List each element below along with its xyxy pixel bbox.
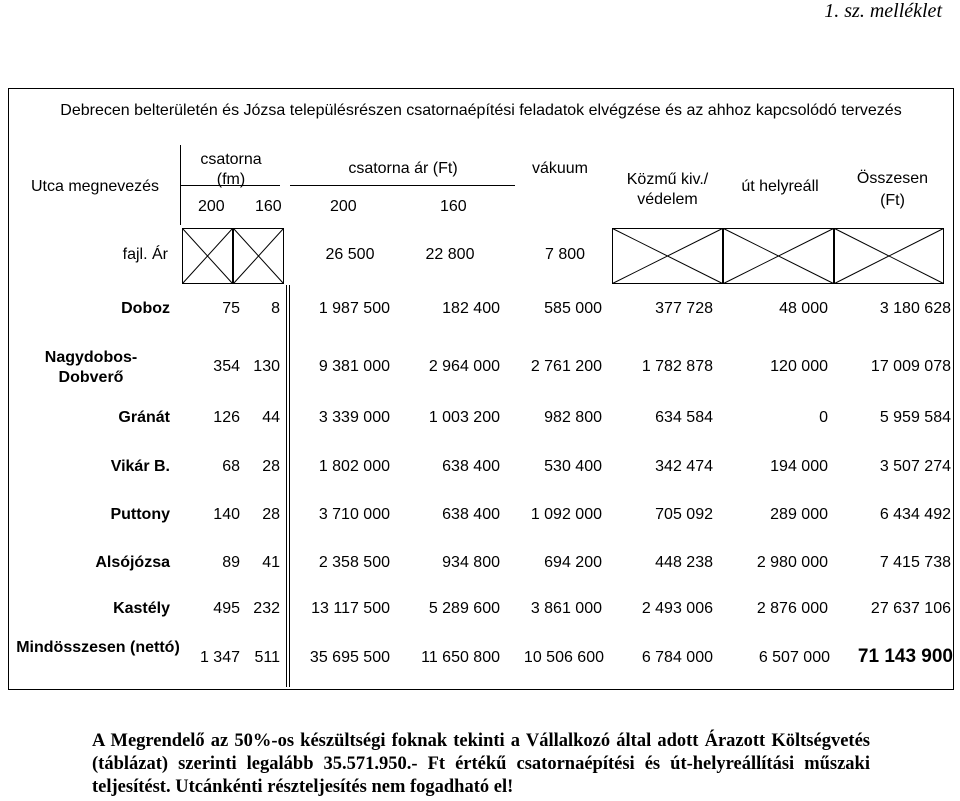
row-m200: 75	[222, 300, 240, 317]
row-total: 17 009 078	[870, 358, 951, 375]
row-m160: 130	[253, 358, 280, 375]
empty-cell-cross-icon	[612, 228, 944, 284]
row-m200: 354	[213, 358, 240, 375]
row-vacuum: 530 400	[544, 458, 602, 475]
completion-note: A Megrendelő az 50%-os készültségi foknak tekinti a Vállalkozó által adott Árazott Költségvetés (táblázat) szerinti legalább 35.571.950.- Ft értékű csatornaépítési és út-helyreállítási műszaki teljesítést. Utcánkénti részteljesítés nem fogadható el!	[92, 731, 870, 797]
row-name: Nagydobos- Dobverő	[44, 349, 138, 386]
header-sewer-price: csatorna ár (Ft)	[348, 160, 458, 177]
row-road: 2 876 000	[756, 600, 828, 617]
header-sub-160: 160	[440, 198, 467, 215]
row-m200: 140	[213, 506, 240, 523]
row-road: 289 000	[770, 506, 828, 523]
header-total: Összesen (Ft)	[856, 170, 929, 209]
table-title: Debrecen belterületén és Józsa településrészen csatornaépítési feladatok elvégzése és az ahhoz kapcsolódó tervezés	[60, 102, 902, 119]
row-p160: 638 400	[442, 458, 500, 475]
row-m160: 44	[262, 409, 280, 426]
column-divider	[289, 285, 290, 687]
row-p160: 638 400	[442, 506, 500, 523]
sum-p200: 35 695 500	[309, 649, 390, 666]
sum-p160: 11 650 800	[421, 649, 500, 666]
column-divider	[286, 285, 287, 687]
sum-utility: 6 784 000	[641, 649, 713, 666]
row-name: Vikár B.	[110, 458, 170, 475]
row-utility: 2 493 006	[641, 600, 713, 617]
row-p200: 1 802 000	[318, 458, 390, 475]
row-m200: 126	[213, 409, 240, 426]
row-p200: 3 710 000	[318, 506, 390, 523]
row-m160: 8	[271, 300, 280, 317]
header-sub-200: 200	[198, 198, 225, 215]
row-road: 2 980 000	[756, 554, 828, 571]
row-utility: 448 238	[655, 554, 713, 571]
row-utility: 377 728	[655, 300, 713, 317]
sum-label: Mindösszesen (nettó)	[16, 639, 180, 656]
header-sub-160: 160	[255, 198, 282, 215]
row-name: Alsójózsa	[95, 554, 170, 571]
unit-price-200: 26 500	[325, 246, 375, 263]
row-vacuum: 1 092 000	[530, 506, 602, 523]
row-total: 6 434 492	[879, 506, 951, 523]
unit-price-160: 22 800	[425, 246, 475, 263]
row-p160: 2 964 000	[428, 358, 500, 375]
row-total: 7 415 738	[879, 554, 951, 571]
row-p200: 9 381 000	[318, 358, 390, 375]
row-p200: 3 339 000	[318, 409, 390, 426]
empty-cell-cross-icon	[182, 228, 284, 284]
header-road: út helyreáll	[741, 178, 819, 195]
row-p200: 13 117 500	[311, 600, 390, 617]
row-vacuum: 3 861 000	[530, 600, 602, 617]
row-m160: 28	[262, 506, 280, 523]
sum-m200: 1 347	[199, 649, 240, 666]
row-name: Puttony	[110, 506, 170, 523]
row-vacuum: 982 800	[544, 409, 602, 426]
row-m160: 232	[253, 600, 280, 617]
sum-m160: 511	[254, 649, 280, 666]
row-name: Kastély	[113, 600, 170, 617]
row-road: 48 000	[779, 300, 828, 317]
row-total: 5 959 584	[879, 409, 951, 426]
row-total: 3 180 628	[879, 300, 951, 317]
row-m160: 28	[262, 458, 280, 475]
row-vacuum: 2 761 200	[530, 358, 602, 375]
sum-road: 6 507 000	[758, 649, 830, 666]
row-name: Doboz	[121, 300, 170, 317]
row-p160: 182 400	[442, 300, 500, 317]
row-vacuum: 585 000	[544, 300, 602, 317]
row-utility: 342 474	[655, 458, 713, 475]
annex-label: 1. sz. melléklet	[824, 0, 942, 22]
row-p200: 2 358 500	[318, 554, 390, 571]
row-vacuum: 694 200	[544, 554, 602, 571]
row-p160: 1 003 200	[428, 409, 500, 426]
row-p200: 1 987 500	[318, 300, 390, 317]
row-road: 120 000	[770, 358, 828, 375]
header-utility: Közmű kiv./ védelem	[626, 171, 709, 208]
sum-total: 71 143 900	[857, 646, 953, 667]
row-name: Gránát	[118, 409, 170, 426]
unit-price-vacuum: 7 800	[544, 246, 586, 263]
row-road: 0	[819, 409, 828, 426]
row-m200: 495	[213, 600, 240, 617]
row-utility: 634 584	[655, 409, 713, 426]
row-total: 3 507 274	[879, 458, 951, 475]
row-utility: 705 092	[655, 506, 713, 523]
row-p160: 934 800	[442, 554, 500, 571]
header-vacuum: vákuum	[531, 160, 589, 177]
row-total: 27 637 106	[870, 600, 951, 617]
sum-vacuum: 10 506 600	[523, 649, 604, 666]
row-m160: 41	[262, 554, 280, 571]
header-divider	[180, 145, 181, 225]
row-m200: 89	[222, 554, 240, 571]
header-sewer-m: csatorna (fm)	[200, 151, 262, 188]
header-sub-200: 200	[330, 198, 357, 215]
row-m200: 68	[222, 458, 240, 475]
header-street: Utca megnevezés	[30, 178, 160, 195]
row-road: 194 000	[770, 458, 828, 475]
row-utility: 1 782 878	[641, 358, 713, 375]
header-divider	[290, 185, 515, 186]
unit-price-label: fajl. Ár	[122, 246, 168, 263]
row-p160: 5 289 600	[428, 600, 500, 617]
